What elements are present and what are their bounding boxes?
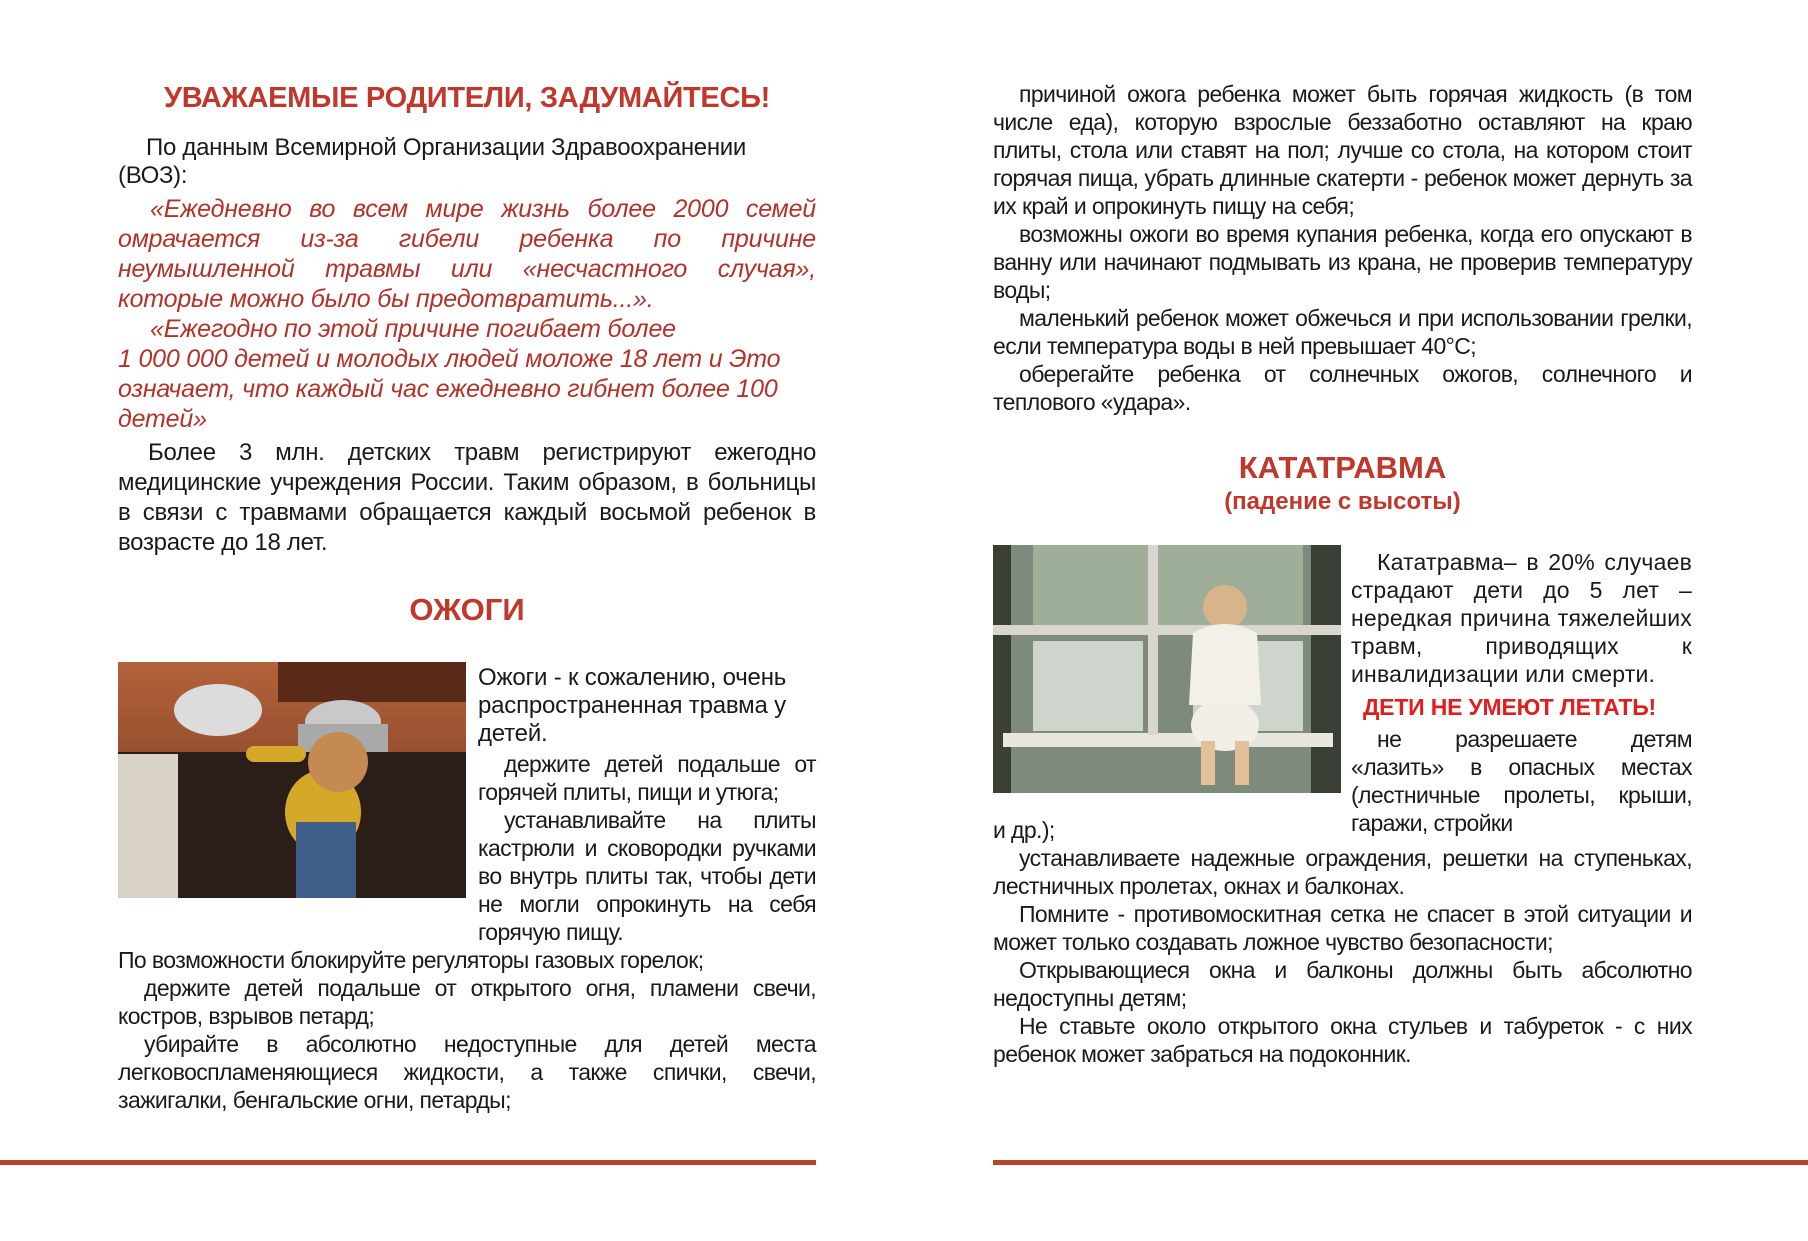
fall-heading: КАТАТРАВМА bbox=[1238, 450, 1447, 485]
burns-cont-2: возможны ожоги во время купания ребенка, когда его опускают в ванну или начинают подмывать из крана, не проверив температуру воды; bbox=[993, 221, 1692, 303]
burns-side-text bbox=[478, 664, 816, 946]
fall-side-text bbox=[1351, 548, 1692, 837]
left-page bbox=[118, 0, 816, 1241]
fall-tip-3: Помните - противомоскитная сетка не спасет в этой ситуации и может только создавать ложное чувство безопасности; bbox=[993, 901, 1692, 955]
burns-cont-1: причиной ожога ребенка может быть горячая жидкость (в том числе еда), которую взрослые беззаботно оставляют на краю плиты, стола или ставят на пол; лучше со стола, на котором стоит горячая пища, убрать длинные скатерти - ребенок может дернуть за их край и опрокинуть пищу на себя; bbox=[993, 81, 1692, 219]
child-at-window-image bbox=[993, 545, 1341, 793]
burns-heading: ОЖОГИ bbox=[409, 592, 525, 627]
child-at-stove-image bbox=[118, 662, 466, 898]
fall-photo bbox=[993, 545, 1341, 793]
who-quote-2 bbox=[118, 314, 816, 344]
left-bottom-rule bbox=[0, 1160, 816, 1165]
fall-alert: ДЕТИ НЕ УМЕЮТ ЛЕТАТЬ! bbox=[1363, 694, 1657, 720]
who-quote-2-first: «Ежегодно по этой причине погибает более bbox=[150, 315, 676, 343]
fall-subheading: (падение с высоты) bbox=[1224, 488, 1461, 515]
fall-tips-block bbox=[993, 816, 1692, 1068]
burns-tip-1: держите детей подальше от горячей плиты, пищи и утюга; bbox=[478, 751, 816, 805]
fall-tip-1: не разрешаете детям «лазить» в опасных местах (лестничные пролеты, крыши, гаражи, стройки bbox=[1351, 726, 1692, 836]
right-bottom-rule bbox=[993, 1160, 1808, 1165]
intro-text: По данным Всемирной Организации Здравоохранении (ВОЗ): bbox=[118, 134, 747, 189]
burns-cont-4: оберегайте ребенка от солнечных ожогов, солнечного и теплового «удара». bbox=[993, 361, 1692, 415]
fall-tip-4: Открывающиеся окна и балконы должны быть абсолютно недоступны детям; bbox=[993, 957, 1692, 1011]
burns-tip-5: убирайте в абсолютно недоступные для детей места легковоспламеняющиеся жидкости, а также спички, свечи, зажигалки, бенгальские огни, петарды; bbox=[118, 1031, 816, 1113]
burns-tip-3: По возможности блокируйте регуляторы газовых горелок; bbox=[118, 947, 704, 973]
fall-tip-1-end: и др.); bbox=[993, 817, 1055, 843]
who-quote-1: «Ежедневно во всем мире жизнь более 2000 семей омрачается из-за гибели ребенка по причине неумышленной травмы или «несчастного случая», которые можно было бы предотвратить...». bbox=[118, 195, 816, 313]
intro-block bbox=[118, 134, 816, 558]
who-quote-2-rest: 1 000 000 детей и молодых людей моложе 18 лет и Это означает, что каждый час ежедневно гибнет более 100 детей» bbox=[118, 345, 781, 433]
fall-tip-2: устанавливаете надежные ограждения, решетки на ступеньках, лестничных пролетах, окнах и балконах. bbox=[993, 845, 1692, 899]
burns-tips-block bbox=[118, 946, 816, 1114]
burns-intro: Ожоги - к сожалению, очень распространенная травма у детей. bbox=[478, 664, 787, 747]
fall-intro: Кататравма– в 20% случаев страдают дети до 5 лет – нередкая причина тяжелейших травм, приводящих к инвалидизации или смерти. bbox=[1351, 549, 1692, 687]
fall-tip-5: Не ставьте около открытого окна стульев и табуреток - с них ребенок может забраться на подоконник. bbox=[993, 1013, 1692, 1067]
burns-tip-2: устанавливайте на плиты кастрюли и сковородки ручками во внутрь плиты так, чтобы дети не могли опрокинуть на себя горячую пищу. bbox=[478, 807, 816, 945]
burns-continued bbox=[993, 80, 1692, 416]
right-page bbox=[993, 0, 1692, 1241]
burns-photo bbox=[118, 662, 466, 898]
page-title: УВАЖАЕМЫЕ РОДИТЕЛИ, ЗАДУМАЙТЕСЬ! bbox=[163, 82, 770, 114]
burns-cont-3: маленький ребенок может обжечься и при использовании грелки, если температура воды в ней превышает 40°С; bbox=[993, 305, 1692, 359]
burns-tip-4: держите детей подальше от открытого огня, пламени свечи, костров, взрывов петард; bbox=[118, 975, 816, 1029]
stats-text: Более 3 млн. детских травм регистрируют ежегодно медицинские учреждения России. Таким образом, в больницы в связи с травмами обращается каждый восьмой ребенок в возрасте до 18 лет. bbox=[118, 439, 816, 556]
